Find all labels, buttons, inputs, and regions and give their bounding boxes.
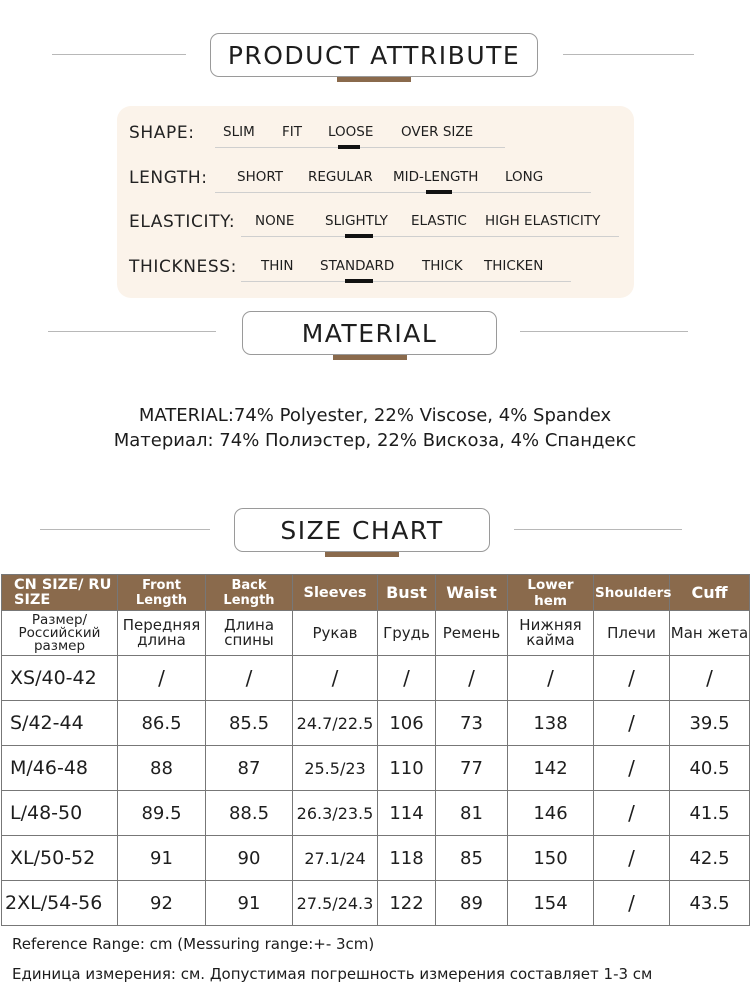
table-ru-header-row (2, 611, 750, 656)
table-cell: 142 (508, 746, 594, 791)
option-long: LONG (505, 169, 544, 185)
table-cell: Нижняя кайма (508, 611, 594, 656)
table-cell: 42.5 (670, 836, 750, 881)
option-fit: FIT (282, 124, 302, 140)
table-header-cell: Front Length (118, 575, 206, 611)
table-header-cell: Back Length (206, 575, 293, 611)
attribute-row-elasticity (129, 208, 634, 238)
option-high-elasticity: HIGH ELASTICITY (485, 213, 601, 229)
divider-left (52, 54, 186, 55)
option-regular: REGULAR (308, 169, 373, 185)
table-cell: 87 (206, 746, 293, 791)
table-cell: 73 (436, 701, 508, 746)
table-header-cell: CN SIZE/ RU SIZE (2, 575, 118, 611)
table-cell: Ремень (436, 611, 508, 656)
table-row (2, 836, 750, 881)
attribute-row-thickness (129, 253, 609, 283)
table-cell: 118 (378, 836, 436, 881)
table-cell: / (594, 791, 670, 836)
size-label: L/48-50 (2, 791, 118, 836)
size-chart-table (1, 574, 750, 926)
table-cell: 88 (118, 746, 206, 791)
option-loose: LOOSE (328, 124, 374, 140)
table-cell: 43.5 (670, 881, 750, 926)
attribute-label: THICKNESS: (129, 257, 237, 277)
option-elastic: ELASTIC (411, 213, 467, 229)
table-cell: 77 (436, 746, 508, 791)
table-cell: / (670, 656, 750, 701)
table-row (2, 881, 750, 926)
option-short: SHORT (237, 169, 283, 185)
table-header-cell: Waist (436, 575, 508, 611)
attribute-label: ELASTICITY: (129, 212, 236, 232)
section-header-attribute (210, 33, 538, 77)
table-cell: 24.7/22.5 (293, 701, 378, 746)
attribute-line (215, 147, 505, 148)
table-cell: 27.1/24 (293, 836, 378, 881)
size-label: XS/40-42 (2, 656, 118, 701)
table-cell: Грудь (378, 611, 436, 656)
table-cell: 90 (206, 836, 293, 881)
table-cell: 41.5 (670, 791, 750, 836)
divider-right (520, 331, 688, 332)
table-cell: 88.5 (206, 791, 293, 836)
option-thicken: THICKEN (484, 258, 544, 274)
table-cell: 81 (436, 791, 508, 836)
option-thin: THIN (261, 258, 294, 274)
option-thick: THICK (422, 258, 463, 274)
material-text-en: MATERIAL:74% Polyester, 22% Viscose, 4% Spandex (138, 405, 612, 426)
table-cell: 146 (508, 791, 594, 836)
table-cell: / (436, 656, 508, 701)
section-title-attribute: PRODUCT ATTRIBUTE (227, 40, 521, 70)
selected-marker (338, 145, 360, 149)
attribute-row-shape (129, 119, 609, 149)
table-cell: / (206, 656, 293, 701)
table-cell: 25.5/23 (293, 746, 378, 791)
size-label: XL/50-52 (2, 836, 118, 881)
material-text-ru: Материал: 74% Полиэстер, 22% Вискоза, 4% Спандекс (113, 430, 637, 451)
option-oversize: OVER SIZE (401, 124, 474, 140)
table-cell: / (594, 746, 670, 791)
size-label: S/42-44 (2, 701, 118, 746)
table-cell: 150 (508, 836, 594, 881)
table-header-cell: Lower hem (508, 575, 594, 611)
table-header-cell: Bust (378, 575, 436, 611)
table-header-cell: Cuff (670, 575, 750, 611)
table-cell: Ман жета (670, 611, 750, 656)
table-cell: Передняя длина (118, 611, 206, 656)
table-cell: / (594, 656, 670, 701)
table-cell: 85.5 (206, 701, 293, 746)
table-header-cell: Sleeves (293, 575, 378, 611)
divider-left (48, 331, 216, 332)
table-row (2, 791, 750, 836)
size-label: 2XL/54-56 (2, 881, 118, 926)
table-cell: 91 (118, 836, 206, 881)
table-cell: 40.5 (670, 746, 750, 791)
divider-left (40, 529, 210, 530)
section-header-material (242, 311, 497, 355)
table-cell: 91 (206, 881, 293, 926)
table-cell: Размер/ Российский размер (2, 611, 118, 656)
table-cell: / (594, 701, 670, 746)
size-label: M/46-48 (2, 746, 118, 791)
table-cell: / (594, 881, 670, 926)
section-title-size-chart: SIZE CHART (280, 515, 444, 545)
option-standard: STANDARD (320, 258, 395, 274)
table-cell: / (118, 656, 206, 701)
attribute-line (241, 281, 571, 282)
table-header-row (2, 575, 750, 611)
header-accent-bar (325, 552, 399, 557)
table-row (2, 746, 750, 791)
footer-note-en: Reference Range: cm (Messuring range:+- 3cm) (12, 935, 375, 953)
table-cell: 114 (378, 791, 436, 836)
option-none: NONE (255, 213, 295, 229)
option-mid-length: MID-LENGTH (393, 169, 479, 185)
attribute-label: LENGTH: (129, 168, 208, 188)
table-cell: 106 (378, 701, 436, 746)
section-header-size-chart (234, 508, 490, 552)
table-row (2, 701, 750, 746)
attribute-panel (117, 106, 634, 298)
table-cell: / (293, 656, 378, 701)
attribute-line (241, 236, 619, 237)
table-header-cell: Shoulders (594, 575, 670, 611)
table-cell: 27.5/24.3 (293, 881, 378, 926)
footer-note-ru: Единица измерения: см. Допустимая погрешность измерения составляет 1-3 см (12, 965, 653, 983)
divider-right (563, 54, 694, 55)
option-slim: SLIM (223, 124, 255, 140)
header-accent-bar (333, 355, 407, 360)
table-cell: 89 (436, 881, 508, 926)
header-accent-bar (337, 77, 411, 82)
table-cell: 138 (508, 701, 594, 746)
table-cell: 122 (378, 881, 436, 926)
attribute-row-length (129, 164, 609, 194)
attribute-line (215, 192, 591, 193)
selected-marker (426, 190, 452, 194)
table-cell: 86.5 (118, 701, 206, 746)
divider-right (514, 529, 682, 530)
selected-marker (345, 234, 373, 238)
table-cell: 154 (508, 881, 594, 926)
table-cell: / (508, 656, 594, 701)
table-cell: / (378, 656, 436, 701)
selected-marker (345, 279, 373, 283)
table-cell: 110 (378, 746, 436, 791)
table-cell: 85 (436, 836, 508, 881)
table-cell: / (594, 836, 670, 881)
table-cell: 26.3/23.5 (293, 791, 378, 836)
table-cell: 89.5 (118, 791, 206, 836)
option-slightly: SLIGHTLY (325, 213, 388, 229)
table-cell: Рукав (293, 611, 378, 656)
attribute-label: SHAPE: (129, 123, 195, 143)
table-cell: 92 (118, 881, 206, 926)
table-row (2, 656, 750, 701)
section-title-material: MATERIAL (301, 318, 438, 348)
table-cell: Плечи (594, 611, 670, 656)
table-cell: 39.5 (670, 701, 750, 746)
table-cell: Длина спины (206, 611, 293, 656)
